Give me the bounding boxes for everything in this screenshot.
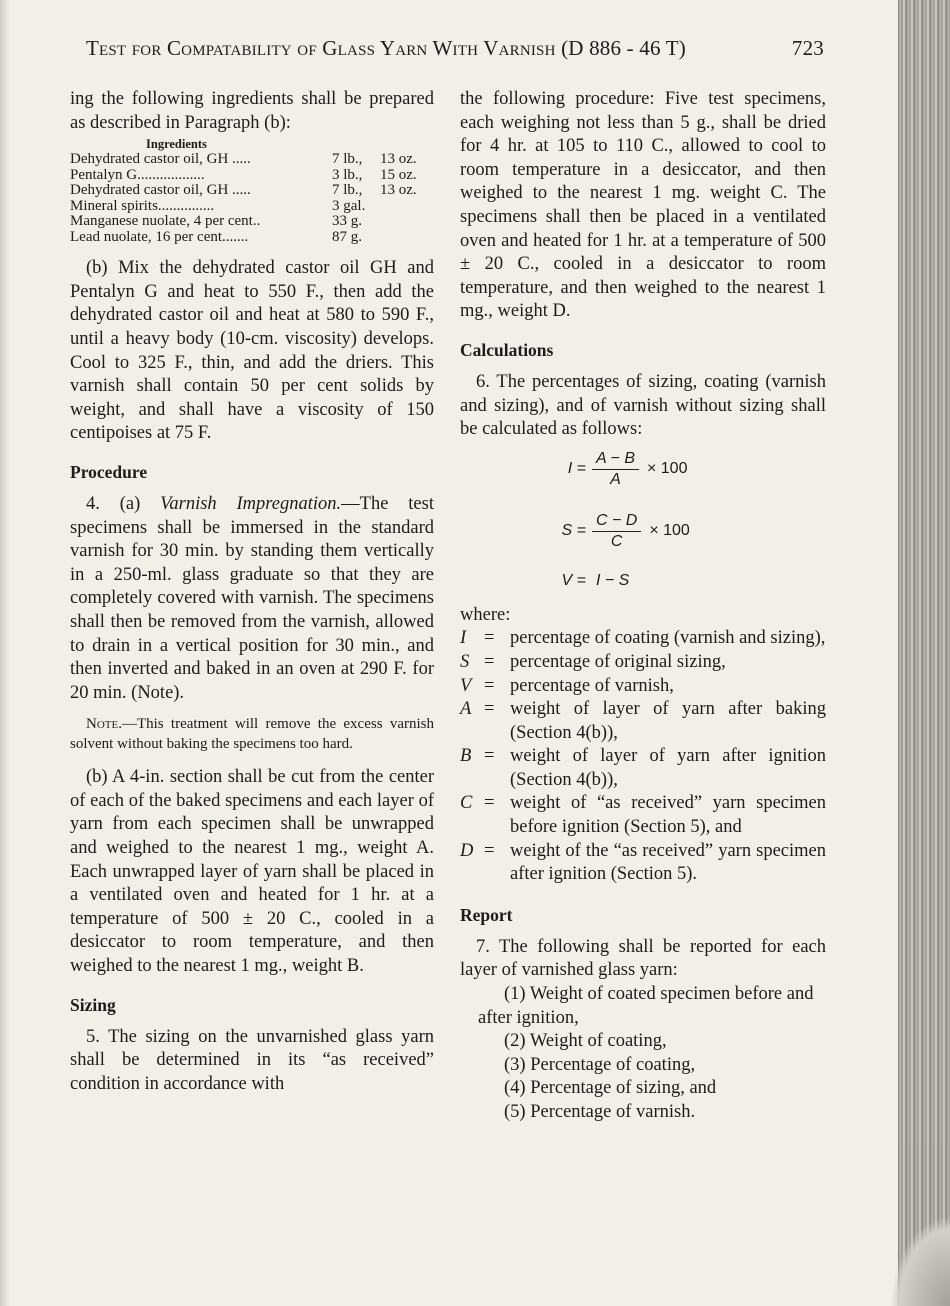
report-heading: Report	[460, 904, 513, 925]
report-list	[460, 983, 826, 1125]
table-row: Manganese nuolate, 4 per cent.. 33 g.	[70, 213, 362, 230]
table-row: Dehydrated castor oil, GH ..... 7 lb., 13 oz.	[70, 182, 417, 199]
ingredients-table	[70, 152, 417, 245]
left-column	[70, 88, 434, 1096]
equation-i: I = $\frac{A - B}{A}$ × 100	[567, 449, 688, 488]
table-row: Lead nuolate, 16 per cent....... 87 g.	[70, 228, 362, 245]
definition-row: C = weight of “as received” yarn specimen before ignition (Section 5), and	[460, 793, 826, 838]
equation-v: V = I − S	[561, 571, 630, 589]
table-row: Mineral spirits............... 3 gal.	[70, 197, 366, 214]
table-row: Pentalyn G.................. 3 lb., 15 oz.	[70, 166, 417, 183]
definition-row: V = percentage of varnish,	[460, 675, 674, 696]
definition-row: D = weight of the “as received” yarn specimen after ignition (Section 5).	[460, 840, 826, 885]
definition-row: S = percentage of original sizing,	[460, 651, 726, 672]
table-row: Dehydrated castor oil, GH ..... 7 lb., 13 oz.	[70, 151, 417, 168]
list-item: (2) Weight of coating,	[504, 1031, 667, 1052]
list-item: (5) Percentage of varnish.	[504, 1102, 696, 1122]
equation-s: S = $\frac{C - D}{C}$ × 100	[561, 511, 690, 550]
running-title: Test for Compatability of Glass Yarn With Varnish (D 886 - 46 T)	[86, 36, 686, 60]
where-label: where:	[460, 604, 511, 625]
definition-row: B = weight of layer of yarn after ignition (Section 4(b)),	[460, 746, 826, 790]
running-header	[86, 36, 824, 61]
paragraph-6: 6. The percentages of sizing, coating (varnish and sizing), and of varnish without sizing shall be calculated as follows:	[460, 371, 826, 440]
note-paragraph: Note.—This treatment will remove the excess varnish solvent without baking the specimens too hard.	[70, 716, 434, 752]
page-number: 723	[791, 36, 824, 60]
list-item: (3) Percentage of coating,	[504, 1054, 696, 1075]
paragraph-5-continued: the following procedure: Five test specimens, each weighing not less than 5 g., shall be dried for 4 hr. at 105 to 110 C., allowed to cool to room temperature in a desiccator, and then weighed to the nearest 1 mg. weight C. The specimens shall then be placed in a ventilated oven and heated for 1 hr. at a temperature of 500 ± 20 C., cooled in a desiccator to room temperature, and then weighed to the nearest 1 mg., weight D.	[460, 89, 826, 322]
section-title: Varnish Impregnation.	[160, 493, 342, 514]
book-binding-edge	[898, 0, 950, 1306]
paragraph-7: 7. The following shall be reported for each layer of varnished glass yarn:	[460, 936, 826, 981]
definition-row: I = percentage of coating (varnish and sizing),	[460, 628, 826, 649]
variable-definitions	[460, 627, 826, 887]
paragraph-4a: 4. (a) Varnish Impregnation.—The test specimens shall be immersed in the standard varnish for 30 min. by standing them vertically in a 250-ml. glass graduate so that they are completely covered with varnish. The specimens shall then be removed from the varnish, allowed to drain in a vertical position for 30 min., and then inverted and baked in an oven at 290 F. for 20 min. (Note).	[70, 493, 434, 703]
right-column	[460, 88, 826, 1125]
sizing-heading: Sizing	[70, 994, 116, 1015]
list-item: (4) Percentage of sizing, and	[504, 1078, 717, 1099]
calculations-heading: Calculations	[460, 339, 554, 360]
page-left-shadow	[0, 0, 10, 1306]
paragraph-5: 5. The sizing on the unvarnished glass yarn shall be determined in its “as received” condition in accordance with	[70, 1026, 434, 1094]
paragraph-4b: (b) A 4-in. section shall be cut from the center of each of the baked specimens and each layer of yarn from each specimen shall be unwrapped and weighed to the nearest 1 mg., weight A. Each unwrapped layer of yarn shall be placed in a ventilated oven and heated for 1 hr. at a temperature of 500 ± 20 C., cooled in a desiccator to room temperature, and then weighed to the nearest 1 mg., weight B.	[70, 767, 434, 977]
ingredients-title: Ingredients	[146, 137, 207, 152]
procedure-heading: Procedure	[70, 461, 148, 482]
paragraph-3b: (b) Mix the dehydrated castor oil GH and Pentalyn G and heat to 550 F., then add the dehydrated castor oil and heat at 580 to 590 F., until a heavy body (10-cm. viscosity) develops. Cool to 325 F., thin, and add the driers. This varnish shall contain 50 per cent solids by weight, and shall have a viscosity of 150 centipoises at 75 F.	[70, 258, 434, 444]
definition-row: A = weight of layer of yarn after baking (Section 4(b)),	[460, 699, 826, 743]
intro-paragraph: ing the following ingredients shall be prepared as described in Paragraph (b):	[70, 89, 434, 133]
list-item: (1) Weight of coated specimen before and after ignition,	[478, 984, 814, 1028]
